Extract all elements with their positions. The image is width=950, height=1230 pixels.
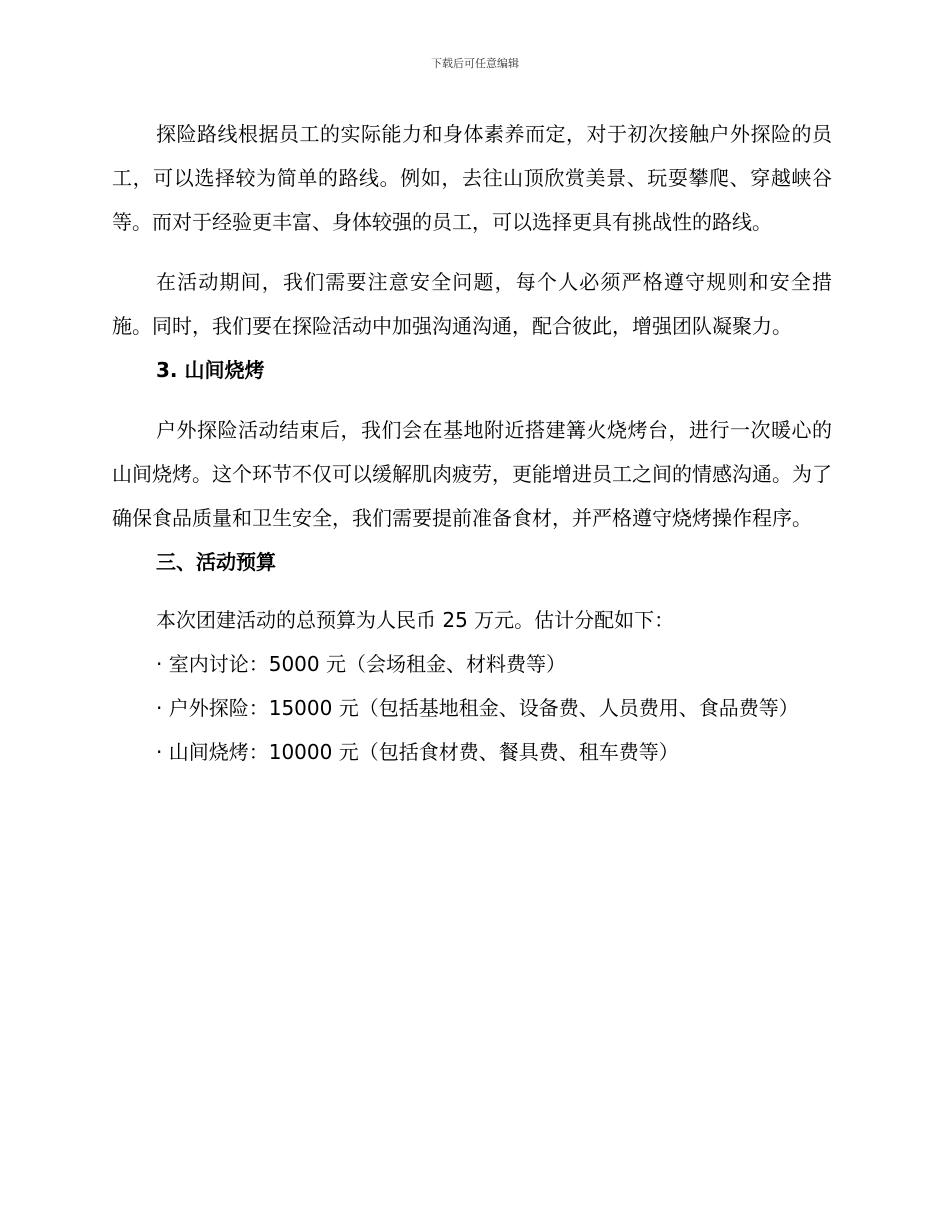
budget-item-indoor: · 室内讨论：5000 元（会场租金、材料费等） bbox=[156, 652, 566, 676]
budget-item-bbq: · 山间烧烤：10000 元（包括食材费、餐具费、租车费等） bbox=[156, 740, 679, 764]
document-body bbox=[112, 112, 832, 774]
paragraph-route: 探险路线根据员工的实际能力和身体素养而定，对于初次接触户外探险的员工，可以选择较为简单的路线。例如，去往山顶欣赏美景、玩耍攀爬、穿越峡谷等。而对于经验更丰富、身体较强的员工，可以选择更具有挑战性的路线。 bbox=[112, 122, 832, 234]
section-heading-bbq: 3. 山间烧烤 bbox=[156, 358, 265, 382]
budget-item-outdoor: · 户外探险：15000 元（包括基地租金、设备费、人员费用、食品费等） bbox=[156, 696, 799, 720]
paragraph-budget: 本次团建活动的总预算为人民币 25 万元。估计分配如下： bbox=[156, 608, 675, 632]
section-heading-budget: 三、活动预算 bbox=[156, 550, 276, 574]
header-note: 下载后可任意编辑 bbox=[431, 57, 519, 70]
paragraph-bbq: 户外探险活动结束后，我们会在基地附近搭建篝火烧烤台，进行一次暖心的山间烧烤。这个环节不仅可以缓解肌肉疲劳，更能增进员工之间的情感沟通。为了确保食品质量和卫生安全，我们需要提前准备食材，并严格遵守烧烤操作程序。 bbox=[112, 418, 832, 530]
paragraph-safety: 在活动期间，我们需要注意安全问题，每个人必须严格遵守规则和安全措施。同时，我们要在探险活动中加强沟通沟通，配合彼此，增强团队凝聚力。 bbox=[112, 270, 832, 338]
